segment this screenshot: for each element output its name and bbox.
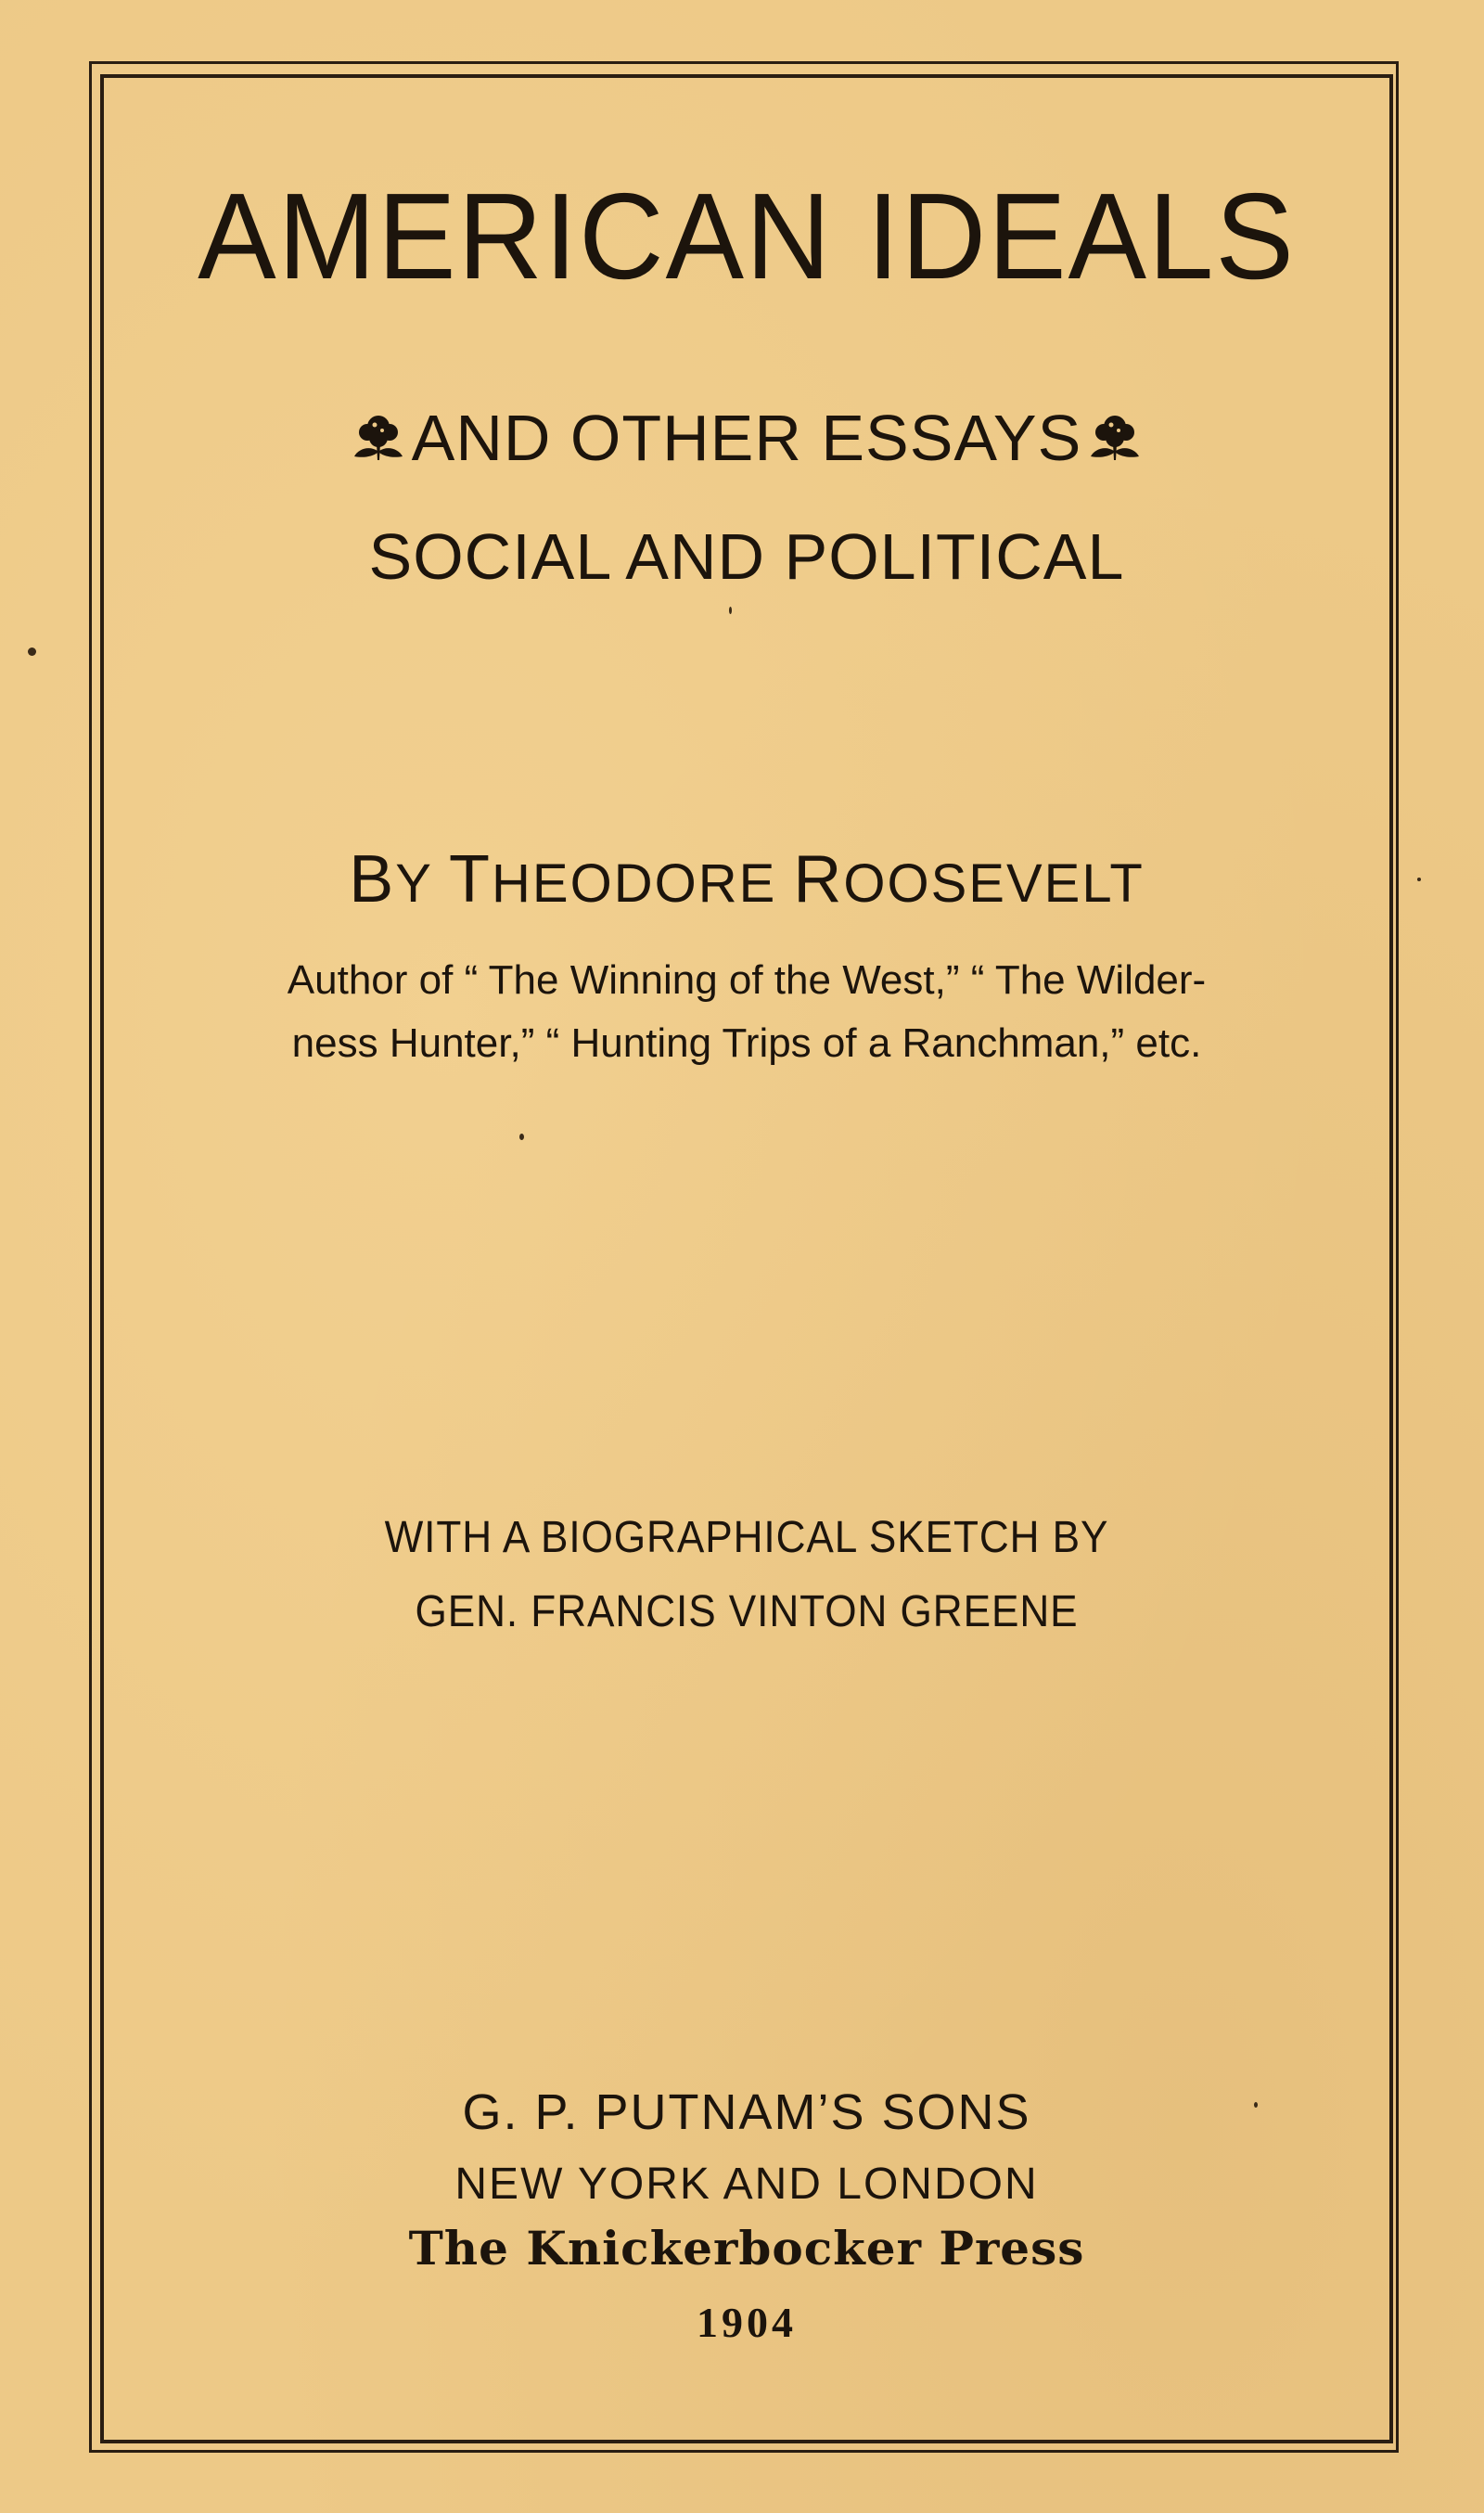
subtitle-line-2: SOCIAL AND POLITICAL: [368, 520, 1125, 593]
biographical-sketch-line-2: GEN. FRANCIS VINTON GREENE: [415, 1587, 1079, 1636]
paper-speck: [1417, 878, 1421, 881]
author-note-line-2: ness Hunter,” “ Hunting Trips of a Ranchman,” etc.: [291, 1020, 1202, 1066]
paper-speck: [1254, 2102, 1258, 2108]
publication-year: 1904: [697, 2299, 797, 2346]
byline-prefix-rest: Y: [395, 853, 450, 914]
byline-initial-b: B: [349, 842, 396, 917]
paper-speck: [28, 647, 36, 656]
author-last-name-rest: OOSEVELT: [843, 853, 1145, 914]
rose-ornament-icon: [1085, 408, 1145, 466]
subtitle-line-1-text: AND OTHER ESSAYS: [411, 402, 1082, 474]
author-first-name-rest: HEODORE: [492, 853, 794, 914]
paper-speck: [519, 1134, 524, 1140]
paper-speck: [729, 607, 732, 614]
byline: [100, 842, 1393, 921]
rose-ornament-icon: [349, 408, 408, 466]
author-note-line-1: Author of “ The Winning of the West,” “ The Wilder-: [287, 957, 1207, 1003]
subtitle-line-1: [100, 401, 1393, 475]
press-name: The Knickerbocker Press: [408, 2221, 1085, 2276]
author-initial-r: R: [793, 842, 844, 917]
publisher-name: G. P. PUTNAM’S SONS: [462, 2084, 1031, 2140]
author-initial-t: T: [449, 842, 493, 917]
biographical-sketch-line-1: WITH A BIOGRAPHICAL SKETCH BY: [384, 1513, 1109, 1562]
publisher-location: NEW YORK AND LONDON: [454, 2160, 1039, 2209]
book-title: AMERICAN IDEALS: [198, 168, 1296, 304]
